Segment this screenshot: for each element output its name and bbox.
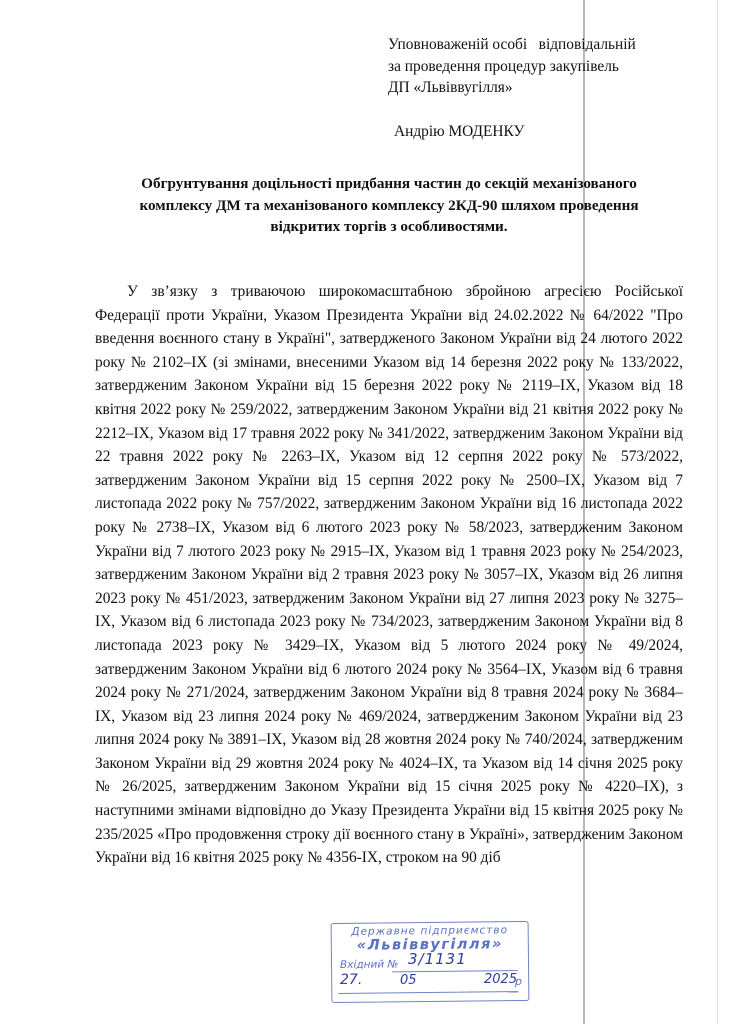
stamp-org-line: Державне підприємство [351, 924, 509, 938]
stamp-year: 2025 [484, 972, 518, 987]
stamp-month: 05 [400, 973, 417, 988]
addressee-line-1: Уповноваженій особі відповідальній [388, 36, 636, 53]
subject-line-2: комплексу ДМ та механізованого комплексу 2КД-90 шляхом проведення [139, 196, 639, 214]
body-paragraph: У зв’язку з триваючою широкомасштабною збройною агресією Російської Федерації проти України, Указом Президента України від 24.02.2022 № 64/2022 "Про введення воєнного стану в Україні", затвердженого Законом України від 24 лютого 2022 року № 2102–IX (зі змінами, внесеними Указом від 14 березня 2022 року № 133/2022, затвердженим Законом України від 15 березня 2022 року № 2119–IX, Указом від 18 квітня 2022 року № 259/2022, затвердженим Законом України від 21 квітня 2022 року № 2212–IX, Указом від 17 травня 2022 року № 341/2022, затвердженим Законом України від 22 травня 2022 року № 2263–IX, Указом від 12 серпня 2022 року № 573/2022, затвердженим Законом України від 15 серпня 2022 року № 2500–IX, Указом від 7 листопада 2022 року № 757/2022, затвердженим Законом України від 16 листопада 2022 року № 2738–IX, Указом від 6 лютого 2023 року № 58/2023, затвердженим Законом України від 7 лютого 2023 року № 2915–IX, Указом від 1 травня 2023 року № 254/2023, затвердженим Законом України від 2 травня 2023 року № 3057–IX, Указом від 26 липня 2023 року № 451/2023, затвердженим Законом України від 27 липня 2023 року № 3275–IX, Указом від 6 листопада 2023 року № 734/2023, затвердженим Законом України від 8 листопада 2023 року № 3429–IX, Указом від 5 лютого 2024 року № 49/2024, затвердженим Законом України від 6 лютого 2024 року № 3564–IX, Указом від 6 травня 2024 року № 271/2024, затвердженим Законом України від 8 травня 2024 року № 3684–IX, Указом від 23 липня 2024 року № 469/2024, затвердженим Законом України від 23 липня 2024 року № 3891–IX, Указом від 28 жовтня 2024 року № 740/2024, затвердженим Законом України від 29 жовтня 2024 року № 4024–IX, та Указом від 14 січня 2025 року № 26/2025, затвердженим Законом України від 15 січня 2025 року № 4220–IX), з наступними змінами відповідно до Указу Президента України від 15 квітня 2025 року № 235/2025 «Про продовження строку дії воєнного стану в Україні», затвердженим Законом України від 16 квітня 2025 року № 4356-IX, строком на 90 діб [95, 283, 683, 867]
document-subject [95, 173, 683, 238]
stamp-org-name: «Львіввугілля» [356, 936, 503, 954]
page-edge-line [717, 0, 718, 1024]
stamp-incoming-label: Вхідний № [339, 958, 399, 971]
subject-line-3: відкритих торгів з особливостями. [270, 218, 508, 236]
addressee-line-2: за проведення процедур закупівель [388, 57, 619, 75]
stamp-day: 27. [340, 972, 363, 988]
document-body [95, 280, 683, 870]
stamp-year-suffix: р [515, 975, 522, 988]
addressee-line-3: ДП «Львіввугілля» [388, 79, 513, 96]
addressee-name: Андрію МОДЕНКУ [394, 123, 525, 140]
addressee-block [388, 34, 688, 99]
stamp-incoming-number: 3/1131 [408, 950, 467, 968]
stamp-date-underline [338, 991, 518, 994]
subject-line-1: Обгрунтування доцільності придбання частин до секцій механізованого [141, 175, 637, 192]
